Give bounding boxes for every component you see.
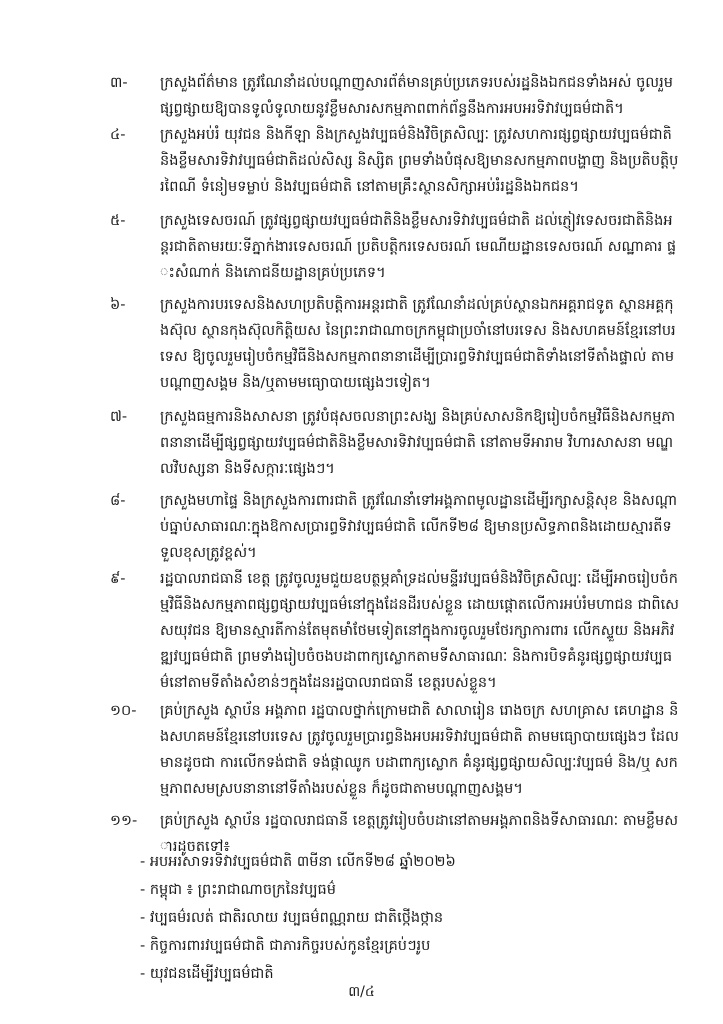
item-text: ក្រសួងការបរទេសនិងសហប្រតិបត្តិការអន្តរជាតិ ត្រូវណែនាំដល់គ្រប់ស្ថានឯកអគ្គរាជទូត ស្ថានអគ្គកុងស៊ុល ស្ថានកុងស៊ុលកិត្តិយស នៃព្រះរាជាណាចក្រកម្ពុជាប្រចាំនៅបរទេស និងសហគមន៍ខ្មែរនៅបរទេស ឱ្យចូលរួមរៀបចំកម្មវិធីនិងសកម្មភាពនានាដើម្បីប្រារព្ធទិវាវប្បធម៌ជាតិទាំងនៅទីតាំងផ្ទាល់ តាមបណ្តាញសង្គម និង/ឬតាមមធ្យោបាយផ្សេងៗទៀត។ xyxy=(160,297,676,391)
list-item-7 xyxy=(110,404,680,482)
item-text: រដ្ឋបាលរាជធានី ខេត្ត ត្រូវចូលរួមជួយឧបត្ថម្ភគាំទ្រដល់មន្ទីរវប្បធម៌និងវិចិត្រសិល្បៈ ដើម្បីអាចរៀបចំកម្មវិធីនិងសកម្មភាពផ្សព្វផ្សាយវប្បធម៌នៅក្នុងដែនដីរបស់ខ្លួន ដោយផ្តោតលើការអប់រំមហាជន ជាពិសេសយុវជន ឱ្យមានស្មារតីកាន់តែមុតមាំថែមទៀតនៅក្នុងការចូលរួមថែរក្សាការពារ លើកស្ទួយ និងអភិវឌ្ឍវប្បធម៌ជាតិ ព្រមទាំងរៀបចំចងបដាពាក្យស្លោកតាមទីសាធារណៈ និងការបិទគំនូរផ្សព្វផ្សាយវប្បធម៌នៅតាមទីតាំងសំខាន់ៗក្នុងដែនរដ្ឋបាលរាជធានី ខេត្តរបស់ខ្លួន។ xyxy=(160,571,679,691)
item-text: គ្រប់ក្រសួង ស្ថាប័ន រដ្ឋបាលរាជធានី ខេត្តត្រូវរៀបចំបដានៅតាមអង្គភាពនិងទីសាធារណៈ តាមខ្លឹមសារដូចតទៅ៖ xyxy=(160,813,679,855)
page-number: ៣/៤ xyxy=(348,984,375,1000)
item-text: ក្រសួងទេសចរណ៍ ត្រូវផ្សព្វផ្សាយវប្បធម៌ជាតិនិងខ្លឹមសារទិវាវប្បធម៌ជាតិ ដល់ភ្ញៀវទេសចរជាតិនិងអន្តរជាតិតាមរយៈទីភ្នាក់ងារទេសចរណ៍ ប្រតិបត្តិករទេសចរណ៍ មេណីយដ្ឋានទេសចរណ៍ សណ្ឋាគារ ផ្ទះសំណាក់ និងភោជនីយដ្ឋានគ្រប់ប្រភេទ។ xyxy=(160,213,677,281)
item-text: ក្រសួងមហាផ្ទៃ និងក្រសួងការពារជាតិ ត្រូវណែនាំទៅអង្គភាពមូលដ្ឋានដើម្បីរក្សាសន្តិសុខ និងសណ្តាប់ធ្នាប់សាធារណៈក្នុងឱកាសប្រារព្ធទិវាវប្បធម៌ជាតិ លើកទី២៨ ឱ្យមានប្រសិទ្ធភាពនិងដោយស្មារតីទទួលខុសត្រូវខ្ពស់។ xyxy=(160,493,678,561)
list-item-3 xyxy=(110,70,680,122)
item-number: ១០- xyxy=(110,703,137,719)
list-item-9 xyxy=(110,566,680,696)
item-number: ៣- xyxy=(110,75,128,91)
banner-slogan-list xyxy=(140,848,660,988)
slogan-item: - អបអរសាទរទិវាវប្បធម៌ជាតិ ៣មីនា លើកទី២៨ ឆ្នាំ២០២៦ xyxy=(140,854,456,870)
item-number: ៦- xyxy=(110,297,126,313)
item-number: ៨- xyxy=(110,493,126,509)
slogan-item: - កម្ពុជា ៖ ព្រះរាជាណាចក្រនៃវប្បធម៌ xyxy=(140,882,336,898)
item-number: ១១- xyxy=(110,813,138,829)
list-item-10 xyxy=(110,698,680,802)
item-number: ៥- xyxy=(110,213,126,229)
item-text: ក្រសួងព័ត៌មាន ត្រូវណែនាំដល់បណ្តាញសារព័ត៌មានគ្រប់ប្រភេទរបស់រដ្ឋនិងឯកជនទាំងអស់ ចូលរួមផ្សព្វផ្សាយឱ្យបានទូលំទូលាយនូវខ្លឹមសារសកម្មភាពពាក់ព័ន្ធនឹងការអបអរទិវាវប្បធម៌ជាតិ។ xyxy=(160,75,673,117)
item-number: ៩- xyxy=(110,571,126,587)
list-item-8 xyxy=(110,488,680,566)
slogan-item: - យុវជនដើម្បីវប្បធម៌ជាតិ xyxy=(140,966,274,982)
item-text: គ្រប់ក្រសួង ស្ថាប័ន អង្គភាព រដ្ឋបាលថ្នាក់ក្រោមជាតិ សាលារៀន រោងចក្រ សហគ្រាស គេហដ្ឋាន និងសហគមន៍ខ្មែរនៅបរទេស ត្រូវចូលរួមប្រារព្ធនិងអបអរទិវាវប្បធម៌ជាតិ តាមមធ្យោបាយផ្សេងៗ ដែលមានដូចជា ការលើកទង់ជាតិ ទង់ផ្កាឈូក បដាពាក្យស្លោក គំនូរផ្សព្វផ្សាយសិល្បៈវប្បធម៌ និង/ឬ សកម្មភាពសមស្របនានានៅទីតាំងរបស់ខ្លួន ក៏ដូចជាតាមបណ្តាញសង្គម។ xyxy=(160,703,679,797)
slogan-item: - វប្បធម៌រលត់ ជាតិរលាយ វប្បធម៌ពណ្ណរាយ ជាតិថ្កើងថ្កាន xyxy=(140,910,444,926)
item-number: ៤- xyxy=(110,127,126,143)
slogan-item: - កិច្ចការពារវប្បធម៌ជាតិ ជាភារកិច្ចរបស់កូនខ្មែរគ្រប់ៗរូប xyxy=(140,938,431,954)
list-item-6 xyxy=(110,292,680,396)
list-item-4 xyxy=(110,122,680,200)
item-text: ក្រសួងធម្មការនិងសាសនា ត្រូវបំផុសចលនាព្រះសង្ឃ និងគ្រប់សាសនិកឱ្យរៀបចំកម្មវិធីនិងសកម្មភាពនានាដើម្បីផ្សព្វផ្សាយវប្បធម៌ជាតិនិងខ្លឹមសារទិវាវប្បធម៌ជាតិ នៅតាមទីអារាម វិហារសាសនា មណ្ឌលវិបស្សនា និងទីសក្ការៈផ្សេងៗ។ xyxy=(160,409,676,477)
item-number: ៧- xyxy=(110,409,128,425)
item-text: ក្រសួងអប់រំ យុវជន និងកីឡា និងក្រសួងវប្បធម៌និងវិចិត្រសិល្បៈ ត្រូវសហការផ្សព្វផ្សាយវប្បធម៌ជាតិនិងខ្លឹមសារទិវាវប្បធម៌ជាតិដល់សិស្ស និស្សិត ព្រមទាំងបំផុសឱ្យមានសកម្មភាពបង្ហាញ និងប្រតិបត្តិប្រពៃណី ទំនៀមទម្លាប់ និងវប្បធម៌ជាតិ នៅតាមគ្រឹះស្ថានសិក្សាអប់រំរដ្ឋនិងឯកជន។ xyxy=(160,127,679,195)
list-item-5 xyxy=(110,208,680,286)
